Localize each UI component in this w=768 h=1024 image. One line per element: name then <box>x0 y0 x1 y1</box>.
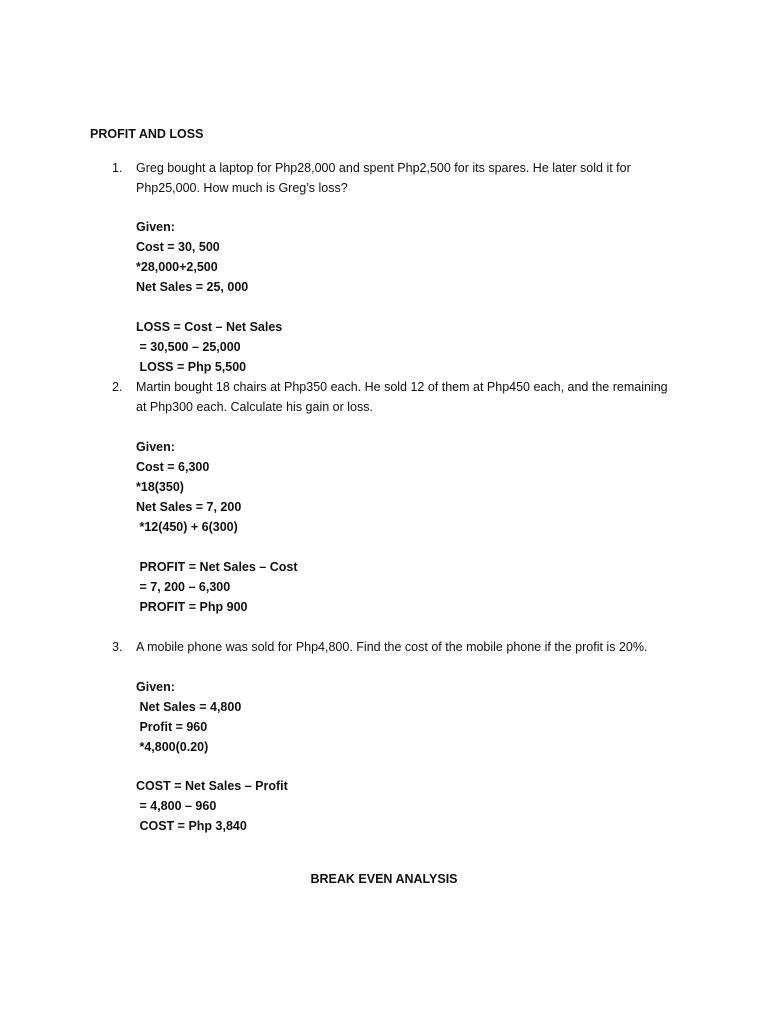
problem-number: 3. <box>112 640 123 654</box>
solution-line: LOSS = Php 5,500 <box>136 360 247 374</box>
question-line: Greg bought a laptop for Php28,000 and spent Php2,500 for its spares. He later sold it for <box>136 161 631 175</box>
given-line: Net Sales = 4,800 <box>136 700 242 714</box>
solution-line: = 7, 200 – 6,300 <box>136 580 231 594</box>
question-line: Php25,000. How much is Greg’s loss? <box>136 181 348 195</box>
section-heading-profit-loss: PROFIT AND LOSS <box>90 127 204 141</box>
solution-line: COST = Net Sales – Profit <box>136 779 288 793</box>
section-heading-break-even: BREAK EVEN ANALYSIS <box>310 872 458 886</box>
given-line: Profit = 960 <box>136 720 208 734</box>
problem-number: 1. <box>112 161 123 175</box>
solution-line: COST = Php 3,840 <box>136 819 247 833</box>
problem-number: 2. <box>112 380 123 394</box>
given-line: Net Sales = 25, 000 <box>136 280 249 294</box>
given-label: Given: <box>136 440 175 454</box>
question-line: Martin bought 18 chairs at Php350 each. He sold 12 of them at Php450 each, and the remaining <box>136 380 668 394</box>
question-line: A mobile phone was sold for Php4,800. Find the cost of the mobile phone if the profit is 20%. <box>136 640 648 654</box>
given-line: *12(450) + 6(300) <box>136 520 238 534</box>
solution-line: PROFIT = Net Sales – Cost <box>136 560 298 574</box>
question-line: at Php300 each. Calculate his gain or loss. <box>136 400 373 414</box>
given-label: Given: <box>136 680 175 694</box>
solution-line: LOSS = Cost – Net Sales <box>136 320 283 334</box>
solution-line: PROFIT = Php 900 <box>136 600 248 614</box>
given-label: Given: <box>136 220 175 234</box>
solution-line: = 4,800 – 960 <box>136 799 217 813</box>
given-line: Net Sales = 7, 200 <box>136 500 242 514</box>
given-line: *18(350) <box>136 480 184 494</box>
given-line: Cost = 6,300 <box>136 460 210 474</box>
solution-line: = 30,500 – 25,000 <box>136 340 241 354</box>
given-line: *4,800(0.20) <box>136 740 209 754</box>
given-line: *28,000+2,500 <box>136 260 218 274</box>
given-line: Cost = 30, 500 <box>136 240 220 254</box>
